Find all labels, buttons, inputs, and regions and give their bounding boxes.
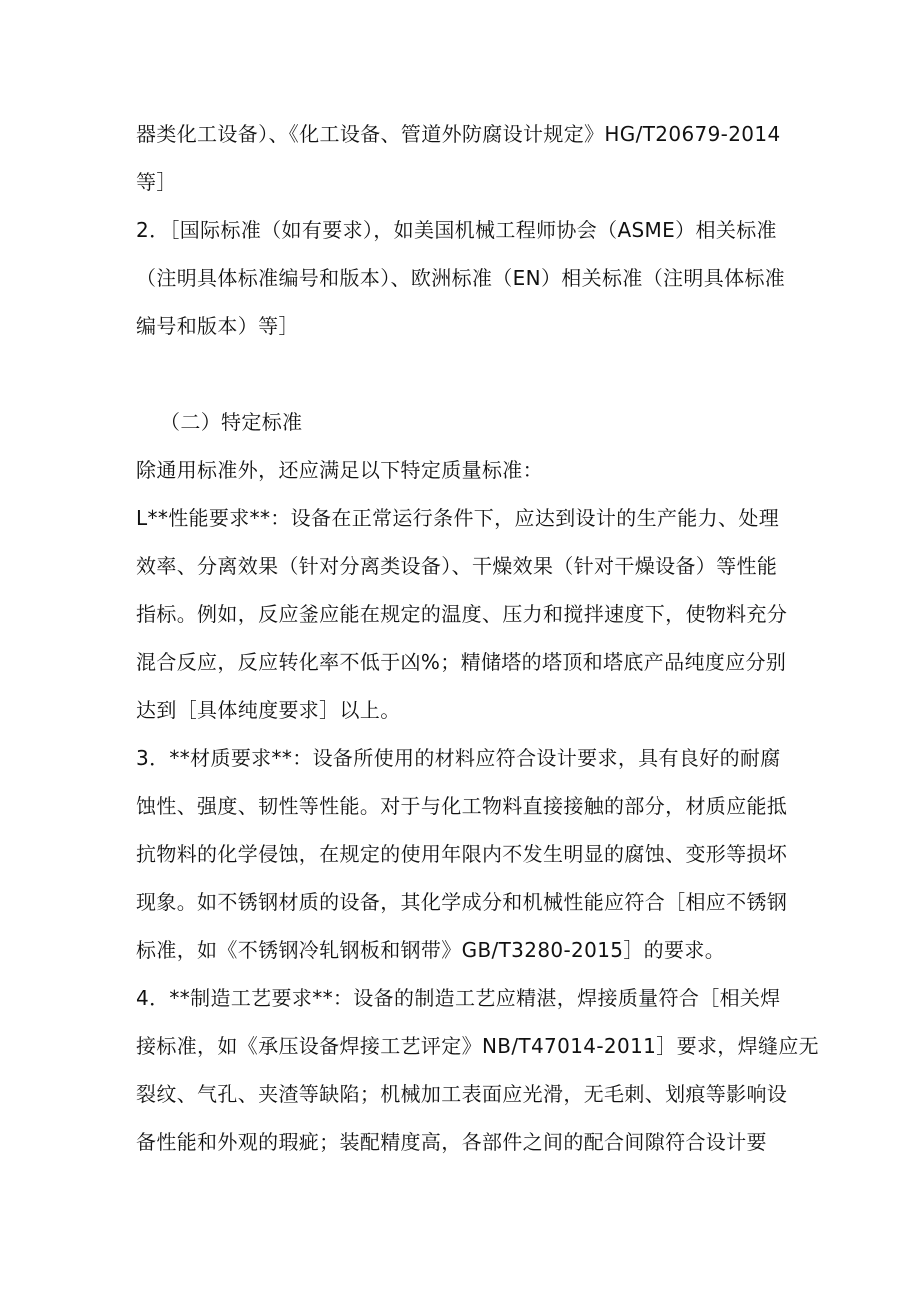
text-line: 达到［具体纯度要求］以上。 xyxy=(136,698,401,722)
text-line: 4．**制造工艺要求**：设备的制造工艺应精湛，焊接质量符合［相关焊 xyxy=(136,986,781,1010)
text-line: 裂纹、气孔、夹渣等缺陷；机械加工表面应光滑，无毛刺、划痕等影响设 xyxy=(136,1082,788,1106)
text-line: 蚀性、强度、韧性等性能。对于与化工物料直接接触的部分，材质应能抵 xyxy=(136,794,788,818)
text-line: 效率、分离效果（针对分离类设备）、干燥效果（针对干燥设备）等性能 xyxy=(136,554,778,578)
text-line: 现象。如不锈钢材质的设备，其化学成分和机械性能应符合［相应不锈钢 xyxy=(136,890,788,914)
text-line: 3．**材质要求**：设备所使用的材料应符合设计要求，具有良好的耐腐 xyxy=(136,746,781,770)
text-line: 标准，如《不锈钢冷轧钢板和钢带》GB/T3280-2015］的要求。 xyxy=(136,938,726,962)
text-line: 除通用标准外，还应满足以下特定质量标准： xyxy=(136,458,543,482)
text-line: 器类化工设备）、《化工设备、管道外防腐设计规定》HG/T20679-2014 xyxy=(136,122,781,146)
text-line: 指标。例如，反应釜应能在规定的温度、压力和搅拌速度下，使物料充分 xyxy=(136,602,788,626)
text-line: 等］ xyxy=(136,170,177,194)
document-body xyxy=(136,110,820,1166)
section-heading: （二）特定标准 xyxy=(160,410,303,434)
paragraph-gap xyxy=(136,350,782,398)
text-line: 2．［国际标准（如有要求），如美国机械工程师协会（ASME）相关标准 xyxy=(136,218,777,242)
text-line: L**性能要求**：设备在正常运行条件下，应达到设计的生产能力、处理 xyxy=(136,506,780,530)
text-line: 接标准，如《承压设备焊接工艺评定》NB/T47014-2011］要求，焊缝应无 xyxy=(136,1034,820,1058)
text-line: 编号和版本）等］ xyxy=(136,314,299,338)
text-line: （注明具体标准编号和版本）、欧洲标准（EN）相关标准（注明具体标准 xyxy=(136,266,786,290)
text-line: 抗物料的化学侵蚀，在规定的使用年限内不发生明显的腐蚀、变形等损坏 xyxy=(136,842,788,866)
text-line: 备性能和外观的瑕疵；装配精度高，各部件之间的配合间隙符合设计要 xyxy=(136,1130,767,1154)
text-line: 混合反应，反应转化率不低于凶%；精储塔的塔顶和塔底产品纯度应分别 xyxy=(136,650,787,674)
